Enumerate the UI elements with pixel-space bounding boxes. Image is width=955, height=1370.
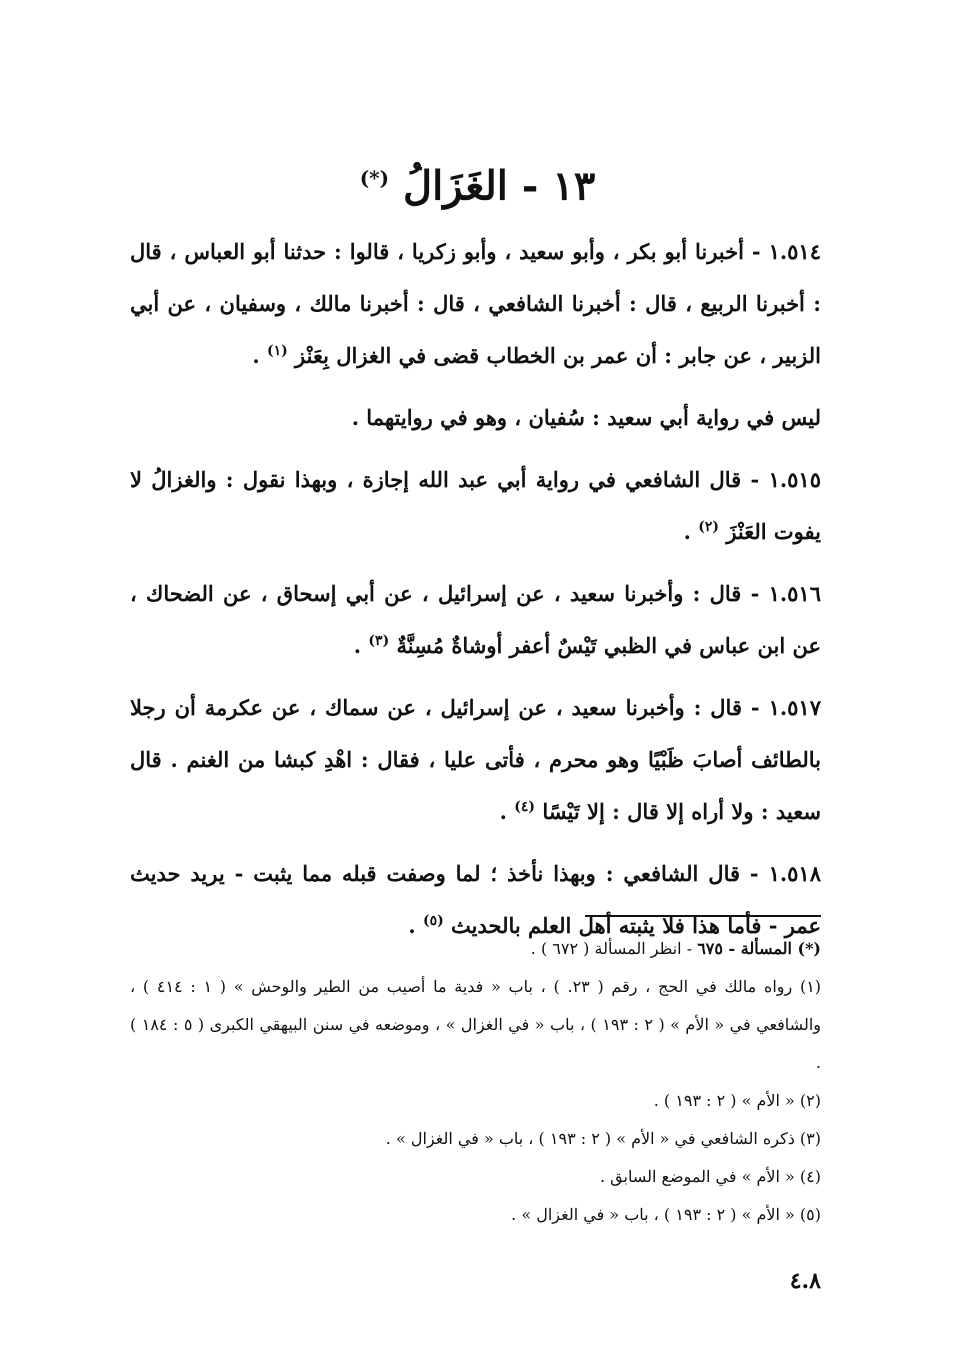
chapter-title-text: ١٣ - الغَزَالُ (403, 162, 596, 210)
paragraph-note (130, 392, 821, 444)
footnote-text: (١) رواه مالك في الحج ، رقم ( ٢٣. ) ، باب « فدية ما أصيب من الطير والوحش » ( ١ : ٤١٤ ) ، والشافعي في « الأم » ( ٢ : ١٩٣ ) ، باب « في الغزال » ، وموضعه في سنن البيهقي الكبرى ( ٥ : ١٨٤ ) . (130, 977, 822, 1072)
footnote-divider (585, 915, 821, 917)
footnote-text: (٤) « الأم » في الموضع السابق . (599, 1167, 821, 1186)
footnote-star (130, 930, 821, 968)
paragraph-tail: . (353, 633, 369, 658)
paragraph-tail: . (683, 519, 699, 544)
footnote-3 (130, 1120, 821, 1158)
paragraph-1515 (130, 454, 821, 558)
paragraph-tail: . (252, 343, 267, 368)
footnote-marker: (٤) (514, 799, 536, 815)
footnote-text: (٢) « الأم » ( ٢ : ١٩٣ ) . (653, 1091, 821, 1110)
paragraph-text: ليس في رواية أبي سعيد : سُفيان ، وهو في روايتهما . (351, 405, 821, 430)
chapter-title (0, 148, 955, 216)
footnote-lead: (*) المسألة - ٦٧٥ (697, 939, 821, 958)
page-number: ٤.٨ (789, 1268, 821, 1294)
footnote-marker: (٣) (368, 633, 390, 649)
paragraph-text: ١.٥١٥ - قال الشافعي في رواية أبي عبد الله إجازة ، وبهذا نقول : والغزالُ لا يفوت العَنْزَ (130, 467, 821, 544)
footnote-marker: (٥) (422, 913, 444, 929)
footnote-5 (130, 1196, 821, 1234)
paragraph-tail: . (499, 799, 515, 824)
paragraph-1514 (130, 226, 821, 382)
chapter-footnote-marker: (*) (359, 166, 390, 190)
footnote-marker: (٢) (698, 519, 719, 535)
footnotes (130, 930, 821, 1234)
paragraph-1517 (130, 682, 821, 838)
footnote-text: - انظر المسألة ( ٦٧٢ ) . (530, 939, 698, 958)
footnote-2 (130, 1082, 821, 1120)
paragraph-text: ١.٥١٦ - قال : وأخبرنا سعيد ، عن إسرائيل ، عن أبي إسحاق ، عن الضحاك ، عن ابن عباس في الظبي تَيْسٌ أعفر أوشاةٌ مُسِنَّةٌ (130, 581, 821, 658)
footnote-text: (٥) « الأم » ( ٢ : ١٩٣ ) ، باب « في الغزال » . (511, 1205, 821, 1224)
paragraph-text: ١.٥١٤ - أخبرنا أبو بكر ، وأبو سعيد ، وأبو زكريا ، قالوا : حدثنا أبو العباس ، قال : أخبرنا الربيع ، قال : أخبرنا الشافعي ، قال : أخبرنا مالك ، وسفيان ، عن أبي الزبير ، عن جابر : أن عمر بن الخطاب قضى في الغزال بِعَنْز (130, 239, 821, 368)
footnote-text: (٣) ذكره الشافعي في « الأم » ( ٢ : ١٩٣ ) ، باب « في الغزال » . (385, 1129, 821, 1148)
paragraph-tail: . (408, 913, 423, 938)
footnote-4 (130, 1158, 821, 1196)
footnote-marker: (١) (266, 343, 288, 359)
paragraph-text: ١.٥١٧ - قال : وأخبرنا سعيد ، عن إسرائيل ، عن سماك ، عن عكرمة أن رجلا بالطائف أصابَ ظَبْيًا وهو محرم ، فأتى عليا ، فقال : اهْدِ كبشا من الغنم . قال سعيد : ولا أراه إلا قال : إلا تَيْسًا (130, 695, 821, 824)
paragraph-text: ١.٥١٨ - قال الشافعي : وبهذا نأخذ ؛ لما وصفت قبله مما يثبت - يريد حديث عمر - فأما هذا فلا يثبته أهل العلم بالحديث (130, 861, 821, 938)
main-text (130, 226, 821, 958)
footnote-1 (130, 968, 821, 1082)
paragraph-1516 (130, 568, 821, 672)
